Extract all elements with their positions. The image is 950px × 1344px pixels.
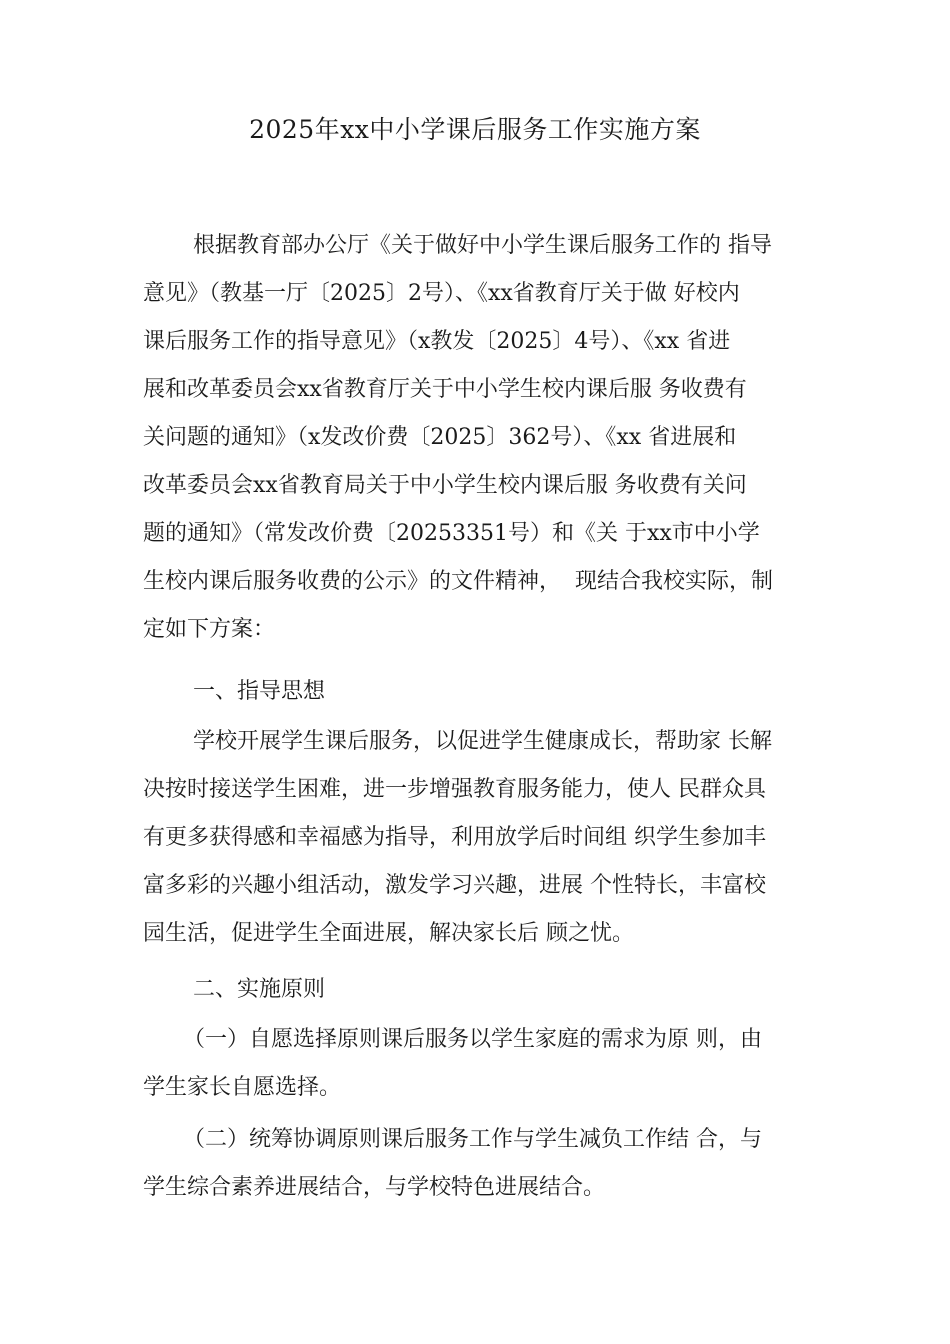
- paragraph-line: 学校开展学生课后服务，以促进学生健康成长，帮助家 长解: [193, 729, 772, 754]
- paragraph-line: 关问题的通知》（x发改价费〔2025〕362号）、《xx 省进展和: [143, 425, 737, 450]
- paragraph-line: 课后服务工作的指导意见》（x教发〔2025〕4号）、《xx 省进: [143, 329, 731, 354]
- paragraph-line: 意见》（教基一厅〔2025〕2号）、《xx省教育厅关于做 好校内: [143, 281, 740, 306]
- paragraph-line: （二）统筹协调原则课后服务工作与学生减负工作结 合，与: [183, 1127, 762, 1152]
- section-heading: 二、实施原则: [193, 977, 326, 1002]
- paragraph-line: 题的通知》（常发改价费〔20253351号）和《关 于xx市中小学: [143, 521, 760, 546]
- paragraph-line: 展和改革委员会xx省教育厅关于中小学生校内课后服 务收费有: [143, 377, 747, 402]
- paragraph-line: （一）自愿选择原则课后服务以学生家庭的需求为原 则，由: [183, 1027, 762, 1052]
- paragraph-line: 决按时接送学生困难，进一步增强教育服务能力，使人 民群众具: [143, 777, 766, 802]
- paragraph-line: 生校内课后服务收费的公示》的文件精神， 现结合我校实际，制: [143, 569, 773, 594]
- paragraph-line: 定如下方案：: [143, 617, 276, 642]
- paragraph-line: 改革委员会xx省教育局关于中小学生校内课后服 务收费有关问: [143, 473, 747, 498]
- paragraph-line: 园生活，促进学生全面进展，解决家长后 顾之忧。: [143, 921, 634, 946]
- paragraph-line: 学生综合素养进展结合，与学校特色进展结合。: [143, 1175, 606, 1200]
- paragraph-line: 富多彩的兴趣小组活动，激发学习兴趣，进展 个性特长，丰富校: [143, 873, 766, 898]
- section-heading: 一、指导思想: [193, 679, 326, 704]
- paragraph-line: 根据教育部办公厅《关于做好中小学生课后服务工作的 指导: [193, 233, 772, 258]
- paragraph-line: 有更多获得感和幸福感为指导，利用放学后时间组 织学生参加丰: [143, 825, 766, 850]
- paragraph-line: 学生家长自愿选择。: [143, 1075, 342, 1100]
- document-title: 2025年xx中小学课后服务工作实施方案: [249, 115, 701, 144]
